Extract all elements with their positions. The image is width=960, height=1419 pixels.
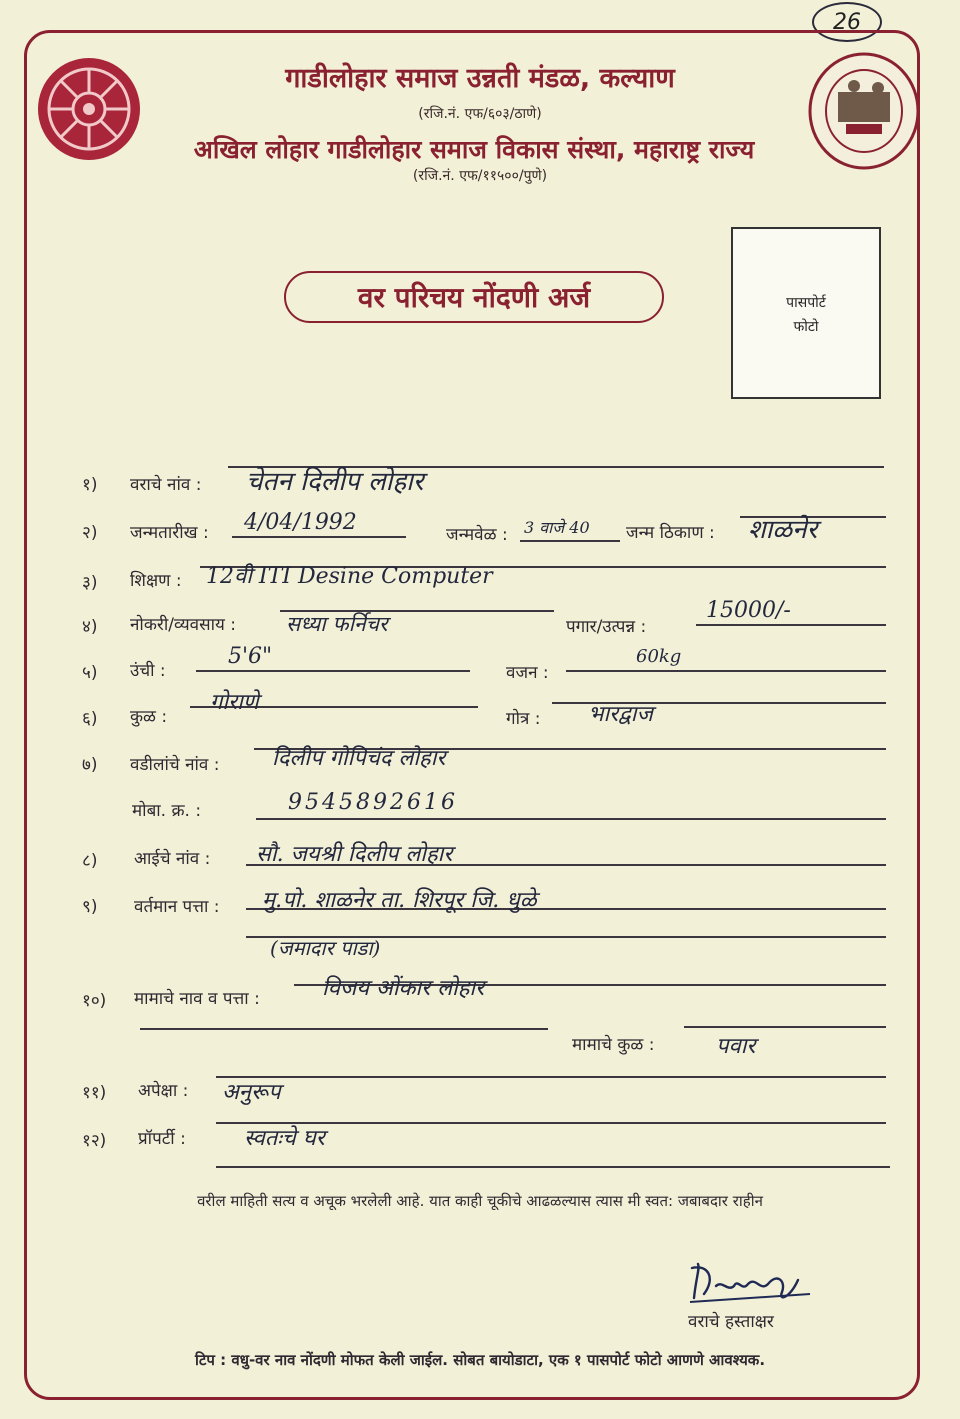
field-12-line-2 bbox=[216, 1166, 890, 1168]
address-value: मु.पो. शाळनेर ता. शिरपूर जि. धुळे bbox=[262, 888, 537, 913]
birth-time-value: 3 वाजे 40 bbox=[524, 518, 590, 537]
birth-place-value: शाळनेर bbox=[748, 515, 818, 545]
birth-time-line bbox=[520, 540, 620, 542]
weight-value: 60kg bbox=[636, 646, 682, 667]
mobile-line bbox=[256, 818, 886, 820]
field-2-number: २) bbox=[82, 523, 98, 543]
property-value: स्वतःचे घर bbox=[244, 1126, 325, 1151]
birth-time-label: जन्मवेळ : bbox=[446, 525, 508, 545]
signature-label: वराचे हस्ताक्षर bbox=[688, 1312, 774, 1332]
field-6-number: ६) bbox=[82, 709, 98, 729]
field-11-label: अपेक्षा : bbox=[138, 1081, 189, 1101]
org-name-2: अखिल लोहार गाडीलोहार समाज विकास संस्था, महाराष्ट्र राज्य bbox=[193, 135, 755, 164]
uncle-name-value: विजय ओंकार लोहार bbox=[322, 976, 485, 1001]
field-3-number: ३) bbox=[82, 573, 98, 593]
field-1-label: वराचे नांव : bbox=[130, 475, 202, 495]
mobile-label: मोबा. क्र. : bbox=[132, 801, 202, 821]
field-10-label: मामाचे नाव व पत्ता : bbox=[134, 989, 260, 1009]
uncle-clan-value: पवार bbox=[716, 1034, 756, 1059]
birth-date-value: 4/04/1992 bbox=[244, 510, 357, 535]
weight-line bbox=[566, 670, 886, 672]
income-label: पगार/उत्पन्न : bbox=[566, 617, 647, 637]
height-value: 5'6" bbox=[228, 644, 273, 669]
page-number: 26 bbox=[812, 2, 882, 42]
address-value-2: (जमादार पाडा) bbox=[270, 936, 381, 960]
field-8-label: आईचे नांव : bbox=[134, 849, 211, 869]
org-reg-1: (रजि.नं. एफ/६०३/ठाणे) bbox=[418, 106, 542, 122]
passport-photo-box bbox=[731, 227, 881, 399]
field-9-number: ९) bbox=[82, 897, 98, 917]
field-9-label: वर्तमान पत्ता : bbox=[134, 897, 220, 917]
birth-place-label: जन्म ठिकाण : bbox=[626, 523, 715, 543]
field-3-label: शिक्षण : bbox=[130, 571, 182, 591]
income-value: 15000/- bbox=[706, 598, 791, 623]
photo-label-2: फोटो bbox=[793, 319, 819, 335]
field-6-label: कुळ : bbox=[130, 707, 168, 727]
field-5-label: उंची : bbox=[130, 661, 166, 681]
field-2-label: जन्मतारीख : bbox=[130, 523, 209, 543]
clan-value: गोराणे bbox=[210, 690, 259, 715]
gotra-value: भारद्वाज bbox=[588, 702, 653, 727]
field-4-label: नोकरी/व्यवसाय : bbox=[130, 615, 236, 635]
field-10-number: १०) bbox=[82, 991, 107, 1011]
declaration-text: वरील माहिती सत्य व अचूक भरलेली आहे. यात काही चूकीचे आढळल्यास त्यास मी स्वत: जबाबदार राहीन bbox=[197, 1192, 763, 1210]
footer-note: टिप : वधु-वर नाव नोंदणी मोफत केली जाईल. सोबत बायोडाटा, एक १ पासपोर्ट फोटो आणणे आवश्यक. bbox=[194, 1351, 766, 1369]
field-5-line bbox=[196, 670, 470, 672]
photo-label-1: पासपोर्ट bbox=[786, 295, 826, 311]
weight-label: वजन : bbox=[506, 663, 549, 683]
expectation-value: अनुरूप bbox=[222, 1080, 281, 1105]
father-name-value: दिलीप गोपिचंद लोहार bbox=[272, 746, 446, 771]
field-7-label: वडीलांचे नांव : bbox=[130, 755, 220, 775]
field-11-line bbox=[216, 1076, 886, 1078]
uncle-clan-label: मामाचे कुळ : bbox=[572, 1035, 655, 1055]
uncle-clan-line bbox=[684, 1026, 886, 1028]
field-12-number: १२) bbox=[82, 1131, 107, 1151]
field-11-number: ११) bbox=[82, 1083, 107, 1103]
field-7-number: ७) bbox=[82, 755, 98, 775]
mother-name-value: सौ. जयश्री दिलीप लोहार bbox=[256, 842, 453, 867]
field-12-label: प्रॉपर्टी : bbox=[138, 1129, 186, 1149]
field-4-number: ४) bbox=[82, 617, 98, 637]
org-name-1: गाडीलोहार समाज उन्नती मंडळ, कल्याण bbox=[285, 63, 675, 94]
gotra-label: गोत्र : bbox=[506, 709, 541, 729]
org-reg-2: (रजि.नं. एफ/११५००/पुणे) bbox=[412, 168, 548, 184]
education-value: 12वी ITI Desine Computer bbox=[206, 564, 493, 589]
groom-name-value: चेतन दिलीप लोहार bbox=[246, 467, 424, 497]
field-8-number: ८) bbox=[82, 851, 98, 871]
mobile-value: 9545892616 bbox=[288, 790, 458, 815]
field-5-number: ५) bbox=[82, 663, 98, 683]
income-line bbox=[696, 624, 886, 626]
occupation-value: सध्या फर्निचर bbox=[286, 612, 388, 636]
form-title: वर परिचय नोंदणी अर्ज bbox=[284, 271, 664, 323]
groom-signature bbox=[686, 1258, 816, 1306]
field-2-line bbox=[232, 536, 406, 538]
field-10-line-2 bbox=[140, 1028, 548, 1030]
field-1-number: १) bbox=[82, 475, 98, 495]
